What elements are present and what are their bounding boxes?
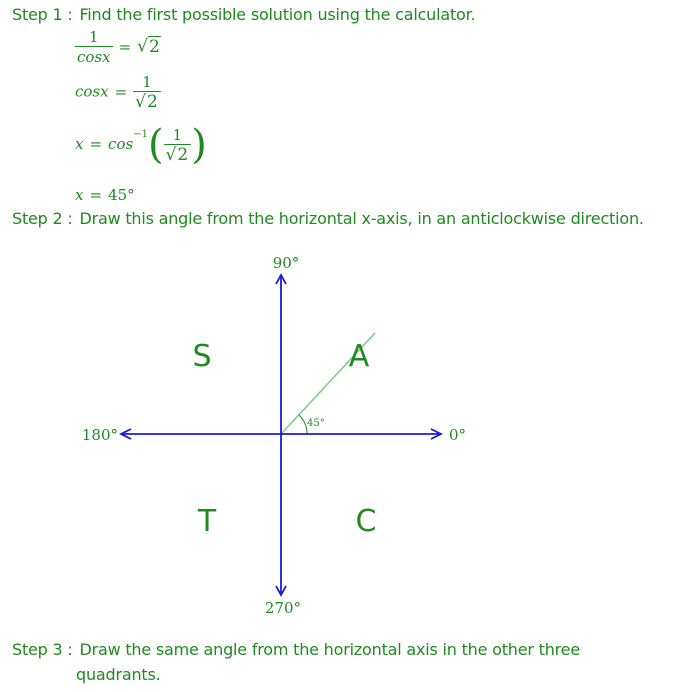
label-180: 180° bbox=[81, 426, 118, 444]
angle-label: 45° bbox=[307, 418, 325, 429]
equals-sign: = bbox=[118, 37, 132, 56]
lhs: cosx bbox=[75, 82, 109, 101]
step-3-label: Step 3 : bbox=[12, 640, 73, 659]
rhs: 45° bbox=[108, 186, 135, 204]
equals-sign: = bbox=[89, 186, 103, 204]
right-paren: ) bbox=[191, 122, 207, 168]
numerator: 1 bbox=[172, 125, 183, 144]
quadrant-c: C bbox=[355, 504, 377, 539]
quadrant-a: A bbox=[348, 339, 370, 374]
exponent: −1 bbox=[133, 129, 148, 140]
numerator: 1 bbox=[89, 28, 99, 46]
radicand: 2 bbox=[177, 144, 189, 165]
label-90: 90° bbox=[272, 254, 300, 272]
lhs: x bbox=[75, 135, 84, 153]
radicand: 2 bbox=[147, 92, 158, 112]
label-270: 270° bbox=[264, 599, 302, 617]
lhs: x bbox=[75, 186, 84, 204]
label-0: 0° bbox=[449, 426, 467, 444]
radicand: 2 bbox=[149, 36, 160, 57]
left-paren: ( bbox=[147, 122, 164, 168]
angle-arc bbox=[299, 415, 307, 434]
step-1-text: Find the first possible solution using the calculator. bbox=[79, 5, 476, 24]
step-3 bbox=[12, 640, 580, 659]
step-1-label: Step 1 : bbox=[12, 5, 73, 24]
step-3-text-line-2: quadrants. bbox=[76, 665, 161, 684]
step-3-text-line-1: Draw the same angle from the horizontal axis in the other three bbox=[79, 640, 580, 659]
sqrt-2: √2 bbox=[137, 36, 160, 57]
equals-sign: = bbox=[114, 82, 128, 101]
denominator: cosx bbox=[77, 48, 111, 66]
step-2-text: Draw this angle from the horizontal x-axis, in an anticlockwise direction. bbox=[79, 209, 644, 228]
quadrant-t: T bbox=[197, 504, 217, 539]
cos-function: cos bbox=[108, 135, 134, 153]
step-2-label: Step 2 : bbox=[12, 209, 73, 228]
step-3-continuation bbox=[76, 665, 160, 684]
sqrt-2: √2 bbox=[165, 144, 189, 165]
numerator: 1 bbox=[142, 73, 152, 91]
quadrant-s: S bbox=[192, 339, 212, 374]
equals-sign: = bbox=[89, 135, 103, 153]
sqrt-2: √2 bbox=[135, 92, 158, 112]
